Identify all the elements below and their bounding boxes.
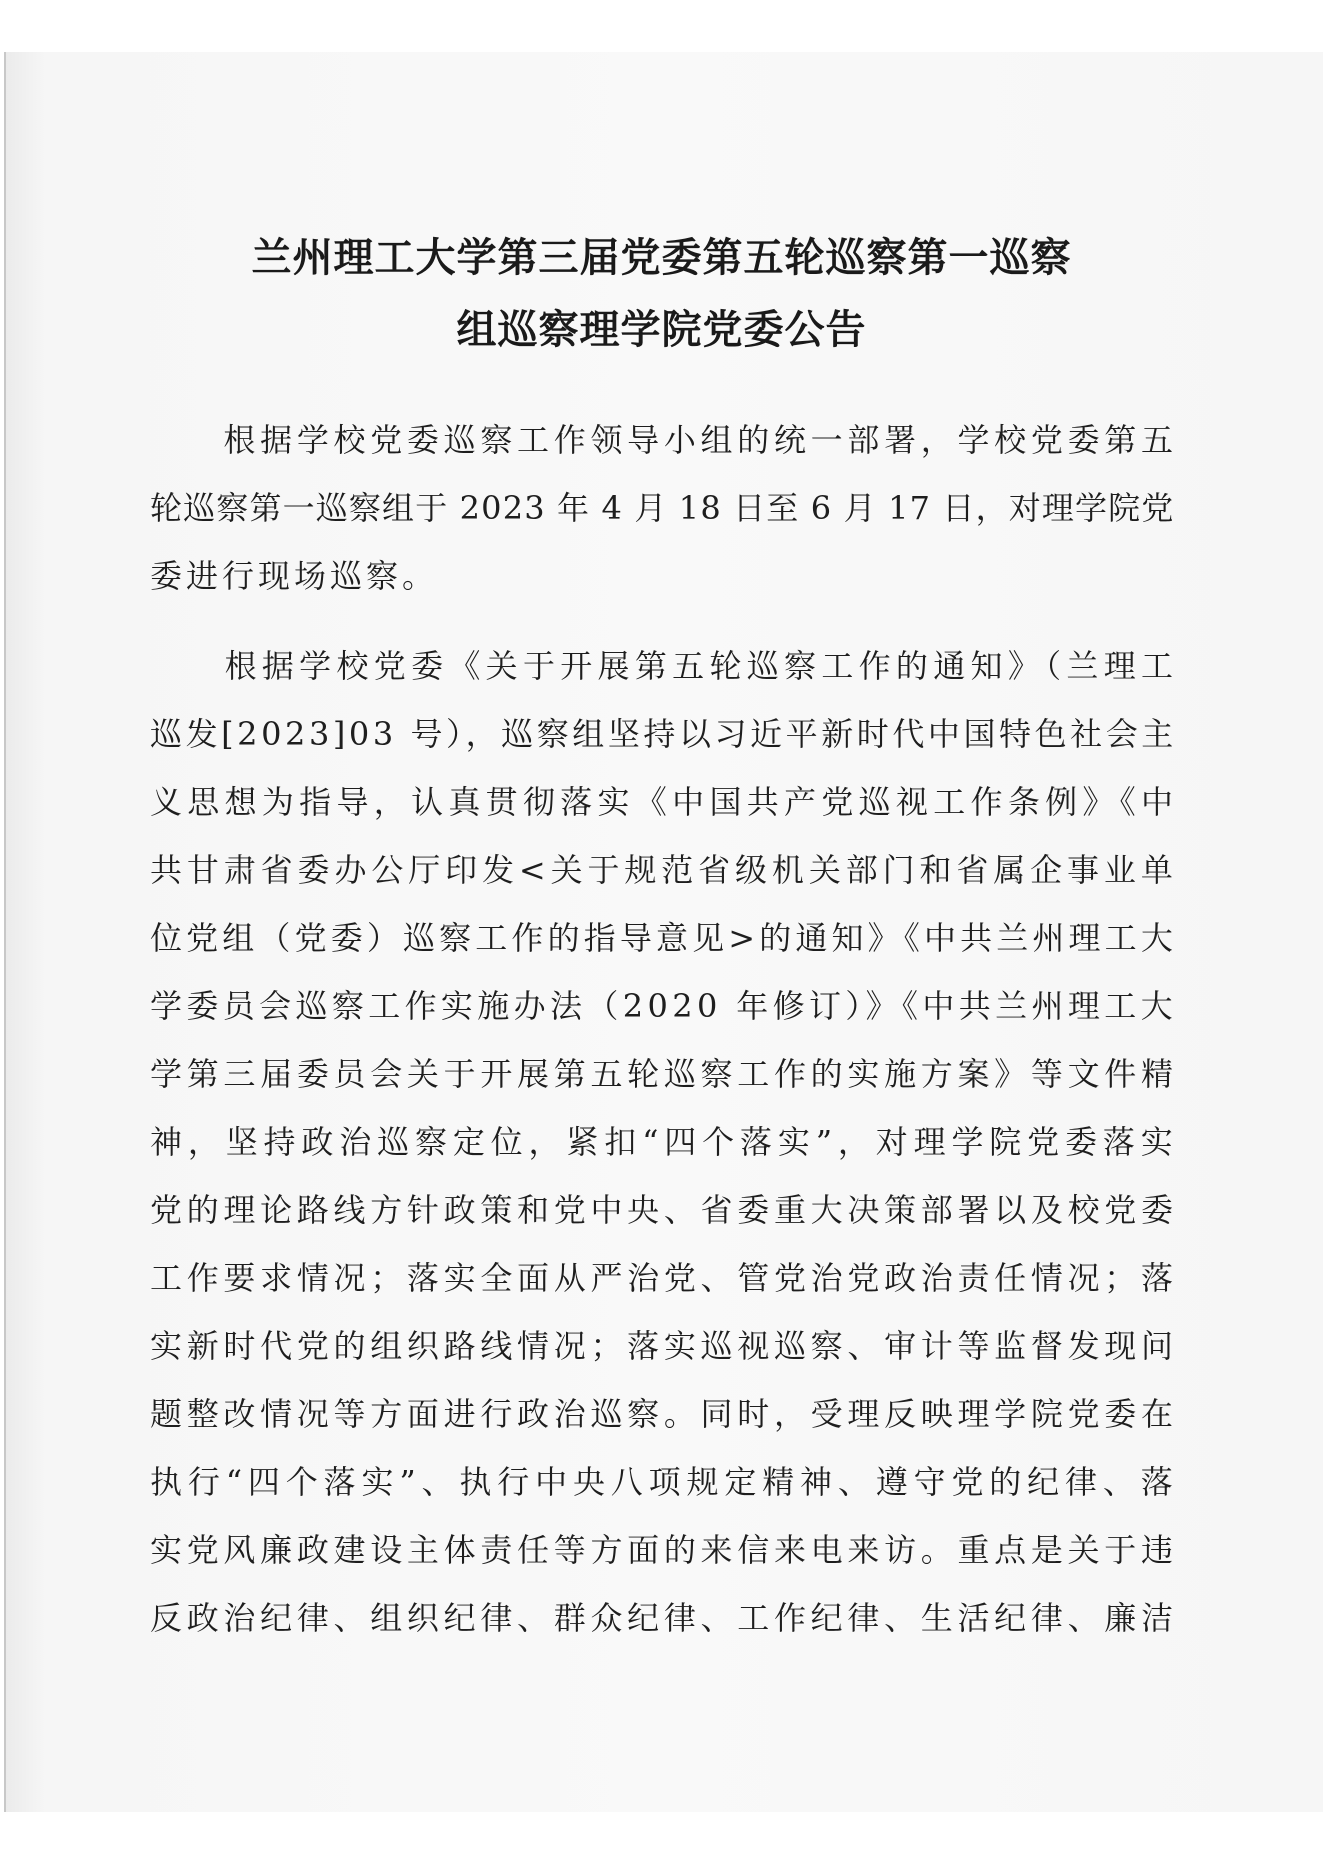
text-line: 学委员会巡察工作实施办法（2020 年修订）》《中共兰州理工大 [150,987,1177,1025]
text-line: 义思想为指导，认真贯彻落实《中国共产党巡视工作条例》《中 [150,783,1179,821]
text-line: 根据学校党委巡察工作领导小组的统一部署，学校党委第五 [150,421,1178,459]
announcement-body [150,406,1179,1720]
text-line: 根据学校党委《关于开展第五轮巡察工作的通知》（兰理工 [150,647,1179,685]
announcement-title [120,222,1203,366]
text-line: 工作要求情况；落实全面从严治党、管党治党政治责任情况；落 [150,1259,1178,1297]
paragraph-2 [150,632,1179,1720]
text-line: 巡发[2023]03 号），巡察组坚持以习近平新时代中国特色社会主 [150,715,1177,753]
paragraph-spacer [150,610,1173,632]
text-line [150,1652,1173,1720]
text-line: 位党组（党委）巡察工作的指导意见>的通知》《中共兰州理工大 [150,919,1177,957]
text-line: 神，坚持政治巡察定位，紧扣“四个落实”，对理学院党委落实 [150,1123,1179,1161]
text-line: 党的理论路线方针政策和党中央、省委重大决策部署以及校党委 [150,1191,1178,1229]
title-line: 兰州理工大学第三届党委第五轮巡察第一巡察 [251,235,1072,281]
text-line: 反政治纪律、组织纪律、群众纪律、工作纪律、生活纪律、廉洁 [150,1599,1178,1637]
text-line: 执行“四个落实”、执行中央八项规定精神、遵守党的纪律、落 [150,1463,1179,1501]
paragraph-1 [150,406,1178,610]
page-margin [0,1812,1323,1871]
title-line: 组巡察理学院党委公告 [456,307,867,353]
text-line: 学第三届委员会关于开展第五轮巡察工作的实施方案》等文件精 [150,1055,1178,1093]
text-line: 题整改情况等方面进行政治巡察。同时，受理反映理学院党委在 [150,1395,1178,1433]
text-line: 轮巡察第一巡察组于 2023 年 4 月 18 日至 6 月 17 日，对理学院党 [150,489,1175,527]
text-line: 委进行现场巡察。 [150,557,439,595]
text-line: 实新时代党的组织路线情况；落实巡视巡察、审计等监督发现问 [150,1327,1178,1365]
text-line: 实党风廉政建设主体责任等方面的来信来电来访。重点是关于违 [150,1531,1178,1569]
text-line: 共甘肃省委办公厅印发<关于规范省级机关部门和省属企事业单 [150,851,1178,889]
